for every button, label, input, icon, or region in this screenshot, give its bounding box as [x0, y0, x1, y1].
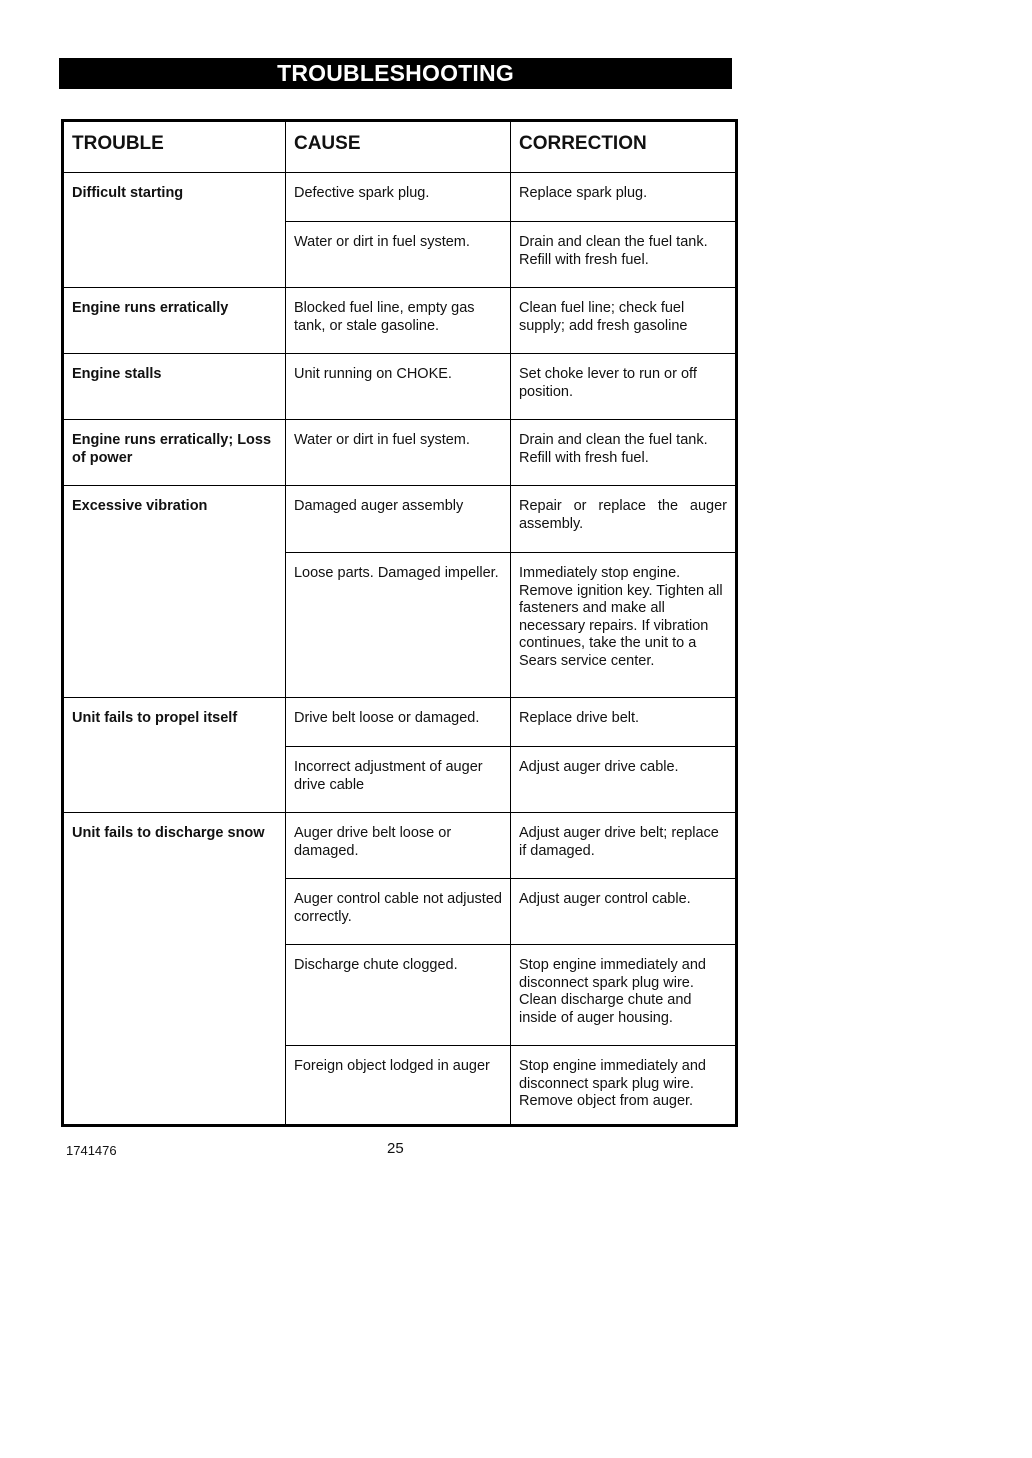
- correction-cell: Drain and clean the fuel tank. Refill with fresh fuel.: [510, 222, 736, 288]
- correction-cell: Adjust auger drive belt; replace if damaged.: [510, 813, 736, 879]
- trouble-cell: Unit fails to propel itself: [63, 698, 286, 813]
- table-row: [63, 354, 737, 420]
- trouble-cell: Difficult starting: [63, 173, 286, 288]
- cause-cell: Foreign object lodged in auger: [285, 1046, 510, 1126]
- trouble-cell: Unit fails to discharge snow: [63, 813, 286, 1126]
- trouble-cell: Engine runs erratically; Loss of power: [63, 420, 286, 486]
- cause-cell: Auger control cable not adjusted correctly.: [285, 879, 510, 945]
- cause-cell: Discharge chute clogged.: [285, 945, 510, 1046]
- correction-cell: Adjust auger drive cable.: [510, 747, 736, 813]
- cause-cell: Unit running on CHOKE.: [285, 354, 510, 420]
- cause-cell: Blocked fuel line, empty gas tank, or stale gasoline.: [285, 288, 510, 354]
- column-header-correction: CORRECTION: [510, 121, 736, 173]
- trouble-cell: Engine runs erratically: [63, 288, 286, 354]
- correction-cell: Stop engine immediately and disconnect spark plug wire. Clean discharge chute and inside of auger housing.: [510, 945, 736, 1046]
- trouble-cell: Excessive vibration: [63, 486, 286, 698]
- table-row: [63, 173, 737, 222]
- table-row: [63, 698, 737, 747]
- cause-cell: Water or dirt in fuel system.: [285, 420, 510, 486]
- table-row: [63, 486, 737, 553]
- cause-cell: Loose parts. Damaged impeller.: [285, 553, 510, 698]
- correction-cell: Adjust auger control cable.: [510, 879, 736, 945]
- page-number: 25: [387, 1140, 404, 1157]
- page-title: TROUBLESHOOTING: [59, 58, 732, 89]
- correction-cell: Replace drive belt.: [510, 698, 736, 747]
- cause-cell: Auger drive belt loose or damaged.: [285, 813, 510, 879]
- table-row: [63, 288, 737, 354]
- table-header-row: [63, 121, 737, 173]
- correction-cell: Repair or replace the auger assembly.: [510, 486, 736, 553]
- correction-cell: Drain and clean the fuel tank. Refill with fresh fuel.: [510, 420, 736, 486]
- column-header-cause: CAUSE: [285, 121, 510, 173]
- correction-cell: Replace spark plug.: [510, 173, 736, 222]
- document-number: 1741476: [66, 1143, 117, 1158]
- column-header-trouble: TROUBLE: [63, 121, 286, 173]
- correction-cell: Clean fuel line; check fuel supply; add fresh gasoline: [510, 288, 736, 354]
- cause-cell: Damaged auger assembly: [285, 486, 510, 553]
- table-row: [63, 420, 737, 486]
- correction-cell: Stop engine immediately and disconnect spark plug wire. Remove object from auger.: [510, 1046, 736, 1126]
- trouble-cell: Engine stalls: [63, 354, 286, 420]
- cause-cell: Incorrect adjustment of auger drive cable: [285, 747, 510, 813]
- cause-cell: Defective spark plug.: [285, 173, 510, 222]
- cause-cell: Drive belt loose or damaged.: [285, 698, 510, 747]
- correction-cell: Immediately stop engine. Remove ignition key. Tighten all fasteners and make all necessary repairs. If vibration continues, take the unit to a Sears service center.: [510, 553, 736, 698]
- troubleshooting-table: [61, 119, 738, 1127]
- correction-cell: Set choke lever to run or off position.: [510, 354, 736, 420]
- cause-cell: Water or dirt in fuel system.: [285, 222, 510, 288]
- table-row: [63, 813, 737, 879]
